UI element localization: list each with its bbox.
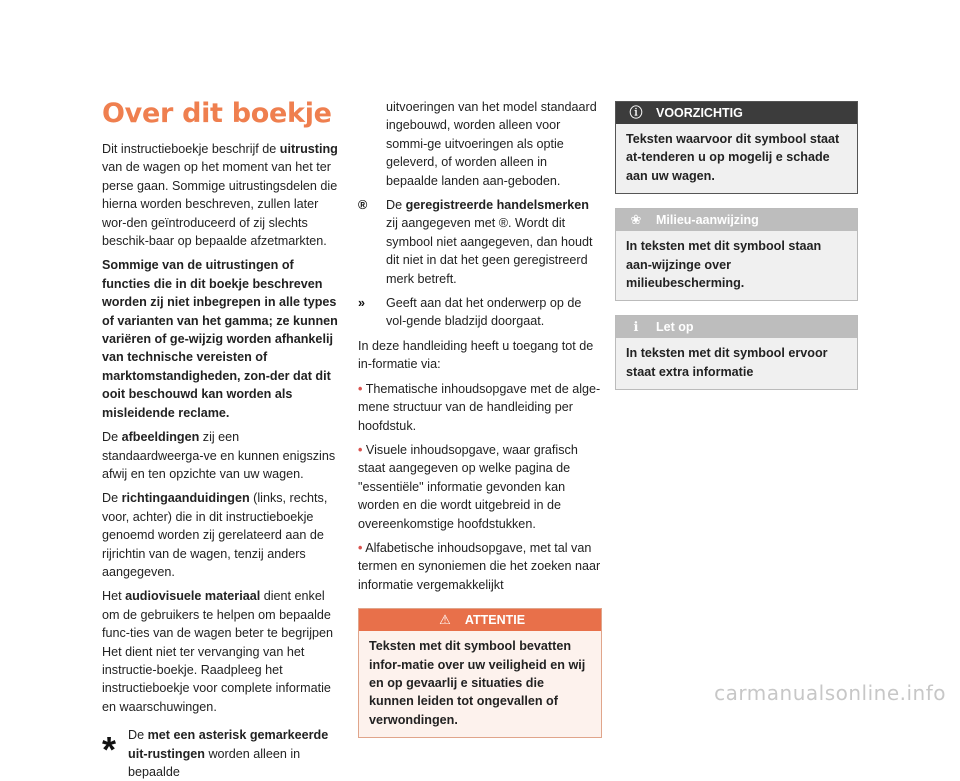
- text: Thematische inhoudsopgave met de alge-mene structuur van de handleiding per hoofdstuk.: [358, 381, 601, 433]
- caution-title: VOORZICHTIG: [656, 105, 743, 120]
- column-left: [102, 98, 342, 781]
- exclamation-circle-icon: ⓘ: [629, 104, 643, 120]
- double-chevron-icon: »: [358, 296, 366, 311]
- text: Alfabetische inhoudsopgave, met tal van termen en synoniemen die het zoeken naar informatie vergemakkelijkt: [358, 540, 601, 592]
- registered-icon: ®: [358, 198, 368, 213]
- watermark: carmanualsonline.info: [714, 680, 946, 705]
- caution-body: Teksten waarvoor dit symbool staat at-tenderen u op mogelij e schade aan uw wagen.: [616, 124, 857, 193]
- warning-title: ATTENTIE: [464, 612, 526, 627]
- paragraph-disclaimer: Sommige van de uitrustingen of functies die in dit boekje beschreven worden zij niet inbegrepen in alle types of varianten van het gamma; ze kunnen variëren of ge-wijzig worden afhankelij van technische vereisten of marktomstandigheden, zon-der dat dit ooit beschouwd kan worden als misleidende reclame.: [102, 258, 338, 420]
- text: dient enkel om de gebruikers te helpen om bepaalde func-ties van de wagen beter te begrijpen Het dient niet ter vervanging van het instructie-boekje. Raadpleeg het instructieboekje voor complete informatie en waarschuwingen.: [102, 589, 334, 714]
- page-title: Over dit boekje: [102, 98, 332, 129]
- info-box: [615, 315, 858, 390]
- bullet-icon: •: [358, 442, 363, 457]
- text: worden alleen in bepaalde: [128, 746, 301, 779]
- column-middle: [358, 98, 602, 752]
- environment-header: [616, 209, 857, 231]
- text: van de wagen op het moment van het ter perse gaan. Sommige uitrustingsdelen die hierna worden beschreven, zullen later wor-den geïntroduceerd of zij slechts beschik-baar op bepaalde afzetmarkten.: [102, 160, 338, 249]
- warning-triangle-icon: ⚠: [439, 611, 451, 627]
- paragraph-afbeeldingen: [102, 428, 342, 483]
- bold-term: richtingaanduidingen: [121, 491, 250, 506]
- asterisk-text: [126, 726, 342, 781]
- paragraph-intro: In deze handleiding heeft u toegang tot de in-formatie via:: [358, 338, 594, 372]
- asterisk-block: [102, 726, 342, 781]
- continues-block: [358, 294, 602, 331]
- bold-term: met een asterisk gemarkeerde uit-rustingen: [128, 728, 329, 761]
- paragraph-richting: [102, 489, 342, 581]
- text: De: [128, 728, 148, 743]
- text: zij een standaardweerga-ve en kunnen enigszins afwij en ten opzichte van uw wagen.: [102, 430, 336, 481]
- bullet-item: [358, 539, 602, 594]
- text: (links, rechts, voor, achter) die in dit instructieboekje genoemd worden zij gerelateerd aan de rijrichtin van de wagen, tenzij anders aangegeven.: [102, 491, 328, 579]
- text: zij aangegeven met ®. Wordt dit symbool niet aangegeven, dan houdt dit niet in dat het geen geregistreerd merk betreft.: [386, 216, 593, 286]
- paragraph-uitrusting: [102, 140, 342, 250]
- info-body: In teksten met dit symbool ervoor staat extra informatie: [616, 338, 857, 389]
- warning-header: [359, 609, 601, 631]
- info-title: Let op: [656, 320, 694, 335]
- warning-body: Teksten met dit symbool bevatten infor-matie over uw veiligheid en wij en op gevaarlij e situaties die kunnen leiden tot ongevallen of verwondingen.: [359, 631, 601, 737]
- column-right: [615, 101, 858, 404]
- text: Dit instructieboekje beschrijf de: [102, 142, 280, 156]
- paragraph-audiovisueel: [102, 587, 342, 716]
- info-header: [616, 316, 857, 338]
- text: De: [102, 430, 122, 445]
- text: Visuele inhoudsopgave, waar grafisch staat aangegeven op welke pagina de "essentiële" informatie gevonden kan worden en die wordt uitgebreid in de overeenkomstige hoofdstukken.: [358, 442, 578, 531]
- bullet-icon: •: [358, 381, 363, 396]
- bold-term: audiovisuele materiaal: [125, 589, 261, 604]
- bold-term: afbeeldingen: [121, 430, 200, 445]
- bullet-item: [358, 441, 602, 533]
- bullet-icon: •: [358, 540, 363, 555]
- text: De: [386, 198, 406, 213]
- registered-text: [386, 196, 602, 288]
- environment-title: Milieu-aanwijzing: [656, 213, 759, 228]
- caution-box: [615, 101, 858, 194]
- text: De: [102, 491, 122, 506]
- flower-icon: ❀: [630, 212, 642, 228]
- asterisk-continuation: uitvoeringen van het model standaard ingebouwd, worden alleen voor sommi-ge uitvoeringen als optie geleverd, of worden alleen in bepaalde landen aan-geboden.: [386, 100, 597, 188]
- text: Het: [102, 589, 126, 604]
- bullet-item: [358, 380, 602, 435]
- info-icon: ℹ: [633, 319, 639, 335]
- asterisk-icon: *: [102, 729, 117, 771]
- registered-trademark-block: [358, 196, 602, 288]
- warning-box: [358, 608, 602, 738]
- continues-text: Geeft aan dat het onderwerp op de vol-gende bladzijd doorgaat.: [386, 296, 582, 329]
- environment-body: In teksten met dit symbool staan aan-wijzinge over milieubescherming.: [616, 231, 857, 300]
- caution-header: [616, 102, 857, 124]
- environment-box: [615, 208, 858, 301]
- bold-term: geregistreerde handelsmerken: [405, 198, 589, 213]
- bold-term: uitrusting: [279, 142, 338, 156]
